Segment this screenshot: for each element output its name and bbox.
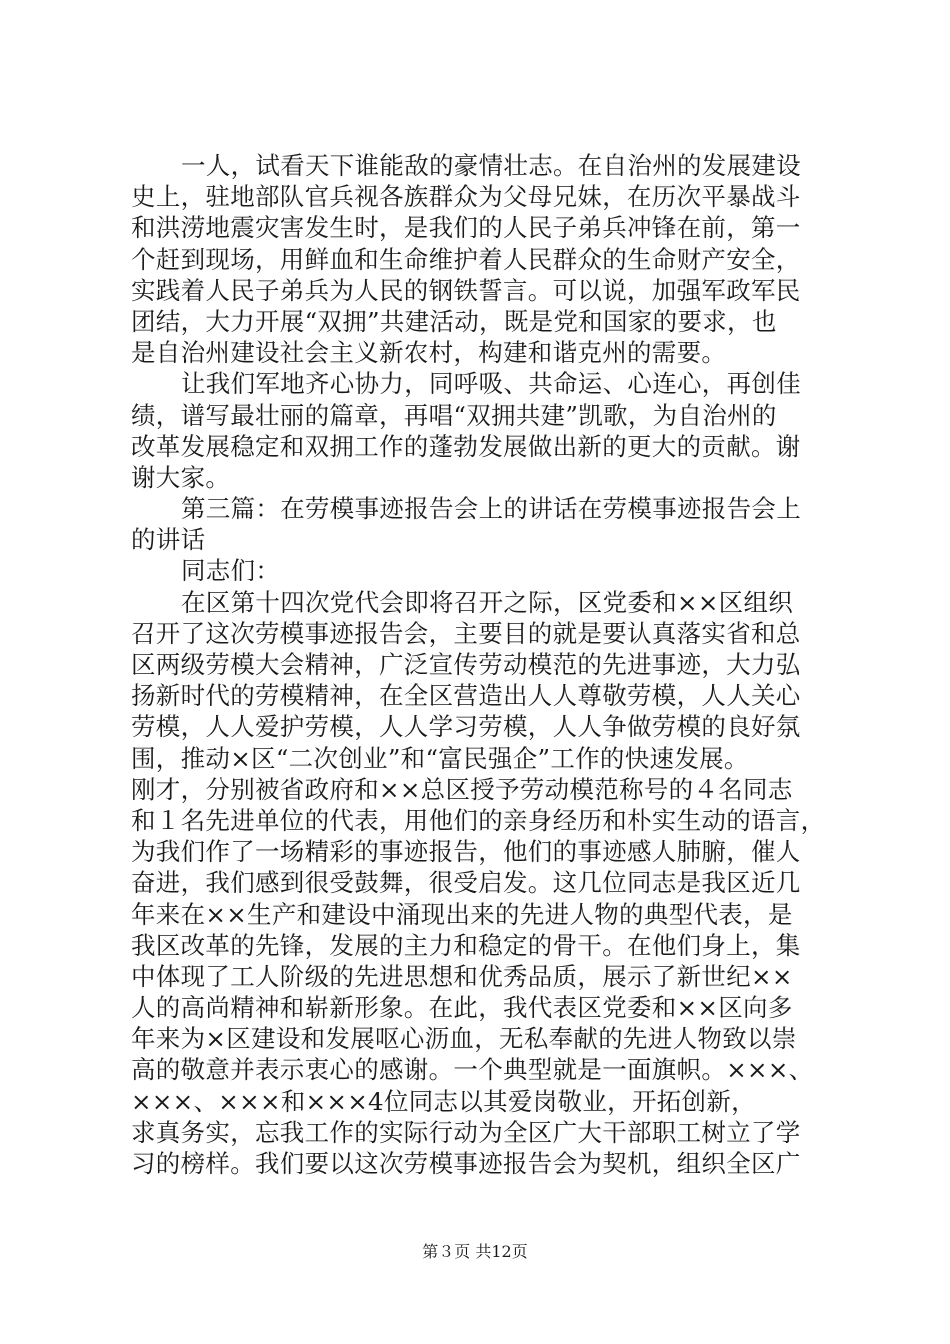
- text-line: 习的榜样。我们要以这次劳模事迹报告会为契机，组织全区广: [131, 1149, 801, 1178]
- text-line: 团结，大力开展“双拥”共建活动，既是党和国家的要求，也: [131, 306, 777, 336]
- text-line: 让我们军地齐心协力，同呼吸、共命运、心连心，再创佳: [181, 369, 801, 399]
- text-line: ×××、×××和×××4位同志以其爱岗敬业，开拓创新，: [131, 1086, 756, 1116]
- text-line: 高的敬意并表示衷心的感谢。一个典型就是一面旗帜。×××、: [131, 1055, 814, 1085]
- text-line: 和洪涝地震灾害发生时，是我们的人民子弟兵冲锋在前，第一: [131, 213, 801, 243]
- text-line: 区两级劳模大会精神，广泛宣传劳动模范的先进事迹，大力弘: [131, 650, 801, 679]
- text-line: 史上，驻地部队官兵视各族群众为父母兄妹，在历次平暴战斗: [131, 182, 801, 212]
- text-line: 谢大家。: [131, 462, 231, 492]
- text-line: 同志们：: [181, 556, 281, 586]
- text-line: 奋进，我们感到很受鼓舞，很受启发。这几位同志是我区近几: [131, 868, 801, 898]
- text-line: 年来在××生产和建设中涌现出来的先进人物的典型代表，是: [131, 899, 793, 929]
- text-line: 为我们作了一场精彩的事迹报告，他们的事迹感人肺腑，催人: [131, 837, 801, 867]
- text-line: 中体现了工人阶级的先进思想和优秀品质，展示了新世纪××: [131, 961, 793, 991]
- text-line: 一人，试看天下谁能敌的豪情壮志。在自治州的发展建设: [181, 151, 801, 180]
- text-line: 个赶到现场，用鲜血和生命维护着人民群众的生命财产安全，: [131, 244, 801, 274]
- text-line: 我区改革的先锋，发展的主力和稳定的骨干。在他们身上，集: [131, 930, 801, 960]
- text-line: 年来为×区建设和发展呕心沥血，无私奉献的先进人物致以崇: [131, 1024, 797, 1054]
- text-line: 改革发展稳定和双拥工作的蓬勃发展做出新的更大的贡献。谢: [131, 431, 801, 461]
- text-line: 劳模，人人爱护劳模，人人学习劳模，人人争做劳模的良好氛: [131, 712, 801, 742]
- text-line: 围，推动×区“二次创业”和“富民强企”工作的快速发展。: [131, 743, 749, 773]
- text-line: 刚才，分别被省政府和××总区授予劳动模范称号的４名同志: [131, 774, 793, 804]
- text-line: 在区第十四次党代会即将召开之际，区党委和××区组织: [181, 587, 794, 617]
- text-line: 人的高尚精神和崭新形象。在此，我代表区党委和××区向多: [131, 993, 793, 1023]
- body-text: [131, 150, 831, 1179]
- text-line: 第三篇：在劳模事迹报告会上的讲话在劳模事迹报告会上: [181, 494, 801, 524]
- text-line: 绩，谱写最壮丽的篇章，再唱“双拥共建”凯歌，为自治州的: [131, 400, 777, 430]
- text-line: 召开了这次劳模事迹报告会，主要目的就是要认真落实省和总: [131, 618, 801, 648]
- text-line: 是自治州建设社会主义新农村，构建和谐克州的需要。: [131, 338, 727, 368]
- text-line: 扬新时代的劳模精神，在全区营造出人人尊敬劳模，人人关心: [131, 681, 801, 711]
- text-line: 的讲话: [131, 525, 206, 555]
- text-line: 实践着人民子弟兵为人民的钢铁誓言。可以说，加强军政军民: [131, 275, 801, 305]
- page-footer: 第３页 共12页: [422, 1242, 528, 1261]
- text-line: 求真务实，忘我工作的实际行动为全区广大干部职工树立了学: [131, 1117, 801, 1147]
- text-line: 和１名先进单位的代表，用他们的亲身经历和朴实生动的语言，: [131, 805, 826, 835]
